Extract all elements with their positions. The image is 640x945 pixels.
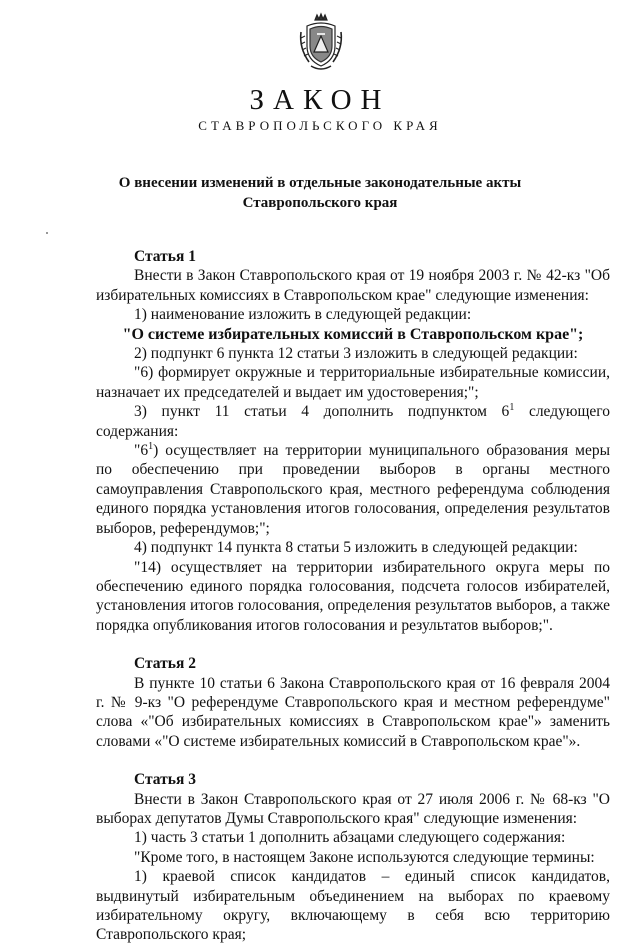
article-2-heading: Статья 2 xyxy=(134,655,196,673)
document-title xyxy=(80,173,560,213)
article-2-paragraph: В пункте 10 статьи 6 Закона Ставропольского края от 16 февраля 2004 г. № 9-кз "О референдуме Ставропольского края и местном референдуме" слова «"Об избирательных комиссиях в Ставропольском крае"» заменить словами «"О системе избирательных комиссий в Ставропольском крае"». xyxy=(96,674,610,750)
document-title-line-2: Ставропольского края xyxy=(242,195,398,211)
text-run: следующего содержания: xyxy=(96,403,610,440)
article-1-paragraph: Внести в Закон Ставропольского края от 19 ноября 2003 г. № 42-кз "Об избирательных комиссиях в Ставропольском крае" следующие изменения: xyxy=(96,267,610,304)
article-1-new-title: "О системе избирательных комиссий в Ставропольском крае"; xyxy=(122,325,584,343)
document-body xyxy=(96,247,610,945)
article-3-paragraph: 1) часть 3 статьи 1 дополнить абзацами следующего содержания: xyxy=(134,829,566,847)
article-1-heading: Статья 1 xyxy=(134,248,196,265)
spacer xyxy=(96,635,610,654)
article-3-heading: Статья 3 xyxy=(134,771,196,789)
text-run: "6 xyxy=(134,442,149,460)
article-1-paragraph xyxy=(96,402,610,441)
article-1-paragraph: "6) формирует окружные и территориальные избирательные комиссии, назначает их председателей и выдает им удостоверения;"; xyxy=(96,364,610,401)
article-3-paragraph: Внести в Закон Ставропольского края от 27 июля 2006 г. № 68-кз "О выборах депутатов Думы Ставропольского края" следующие изменения: xyxy=(96,790,610,827)
region-heading: СТАВРОПОЛЬСКОГО КРАЯ xyxy=(198,118,442,133)
spacer xyxy=(96,751,610,770)
text-run: 3) пункт 11 статьи 4 дополнить подпунктом 6 xyxy=(134,403,510,421)
article-3-paragraph: 1) краевой список кандидатов – единый список кандидатов, выдвинутый избирательным объединением на выборах по краевому избирательному округу, включающему в себя всю территорию Ставропольского края; xyxy=(96,868,610,944)
article-1-paragraph: 4) подпункт 14 пункта 8 статьи 5 изложить в следующей редакции: xyxy=(134,539,578,557)
law-heading: ЗАКОН xyxy=(249,84,391,116)
article-1-paragraph: 1) наименование изложить в следующей редакции: xyxy=(134,306,472,324)
article-1-paragraph: 2) подпункт 6 пункта 12 статьи 3 изложить в следующей редакции: xyxy=(134,345,578,363)
article-3-paragraph: "Кроме того, в настоящем Законе используются следующие термины: xyxy=(134,848,595,866)
scan-speck xyxy=(46,232,48,234)
text-run: ) осуществляет на территории муниципального образования меры по обеспечению при проведении выборов в органы местного самоуправления Ставропольского края, местного референдума соблюдения единого порядка установления итогов голосования, определения результатов выборов, референдумов;"; xyxy=(96,442,610,537)
coat-of-arms-icon xyxy=(297,12,345,72)
superscript: 1 xyxy=(509,402,515,414)
article-1-paragraph: "14) осуществляет на территории избирательного округа меры по обеспечению единого порядка голосования, подсчета голосов избирателей, установления итогов голосования, определения результатов выборов, а также порядка опубликования итогов голосования и результатов выборов;". xyxy=(96,558,610,634)
superscript: 1 xyxy=(148,440,154,452)
article-1-paragraph xyxy=(96,441,610,538)
document-title-line-1: О внесении изменений в отдельные законодательные акты xyxy=(118,175,522,191)
